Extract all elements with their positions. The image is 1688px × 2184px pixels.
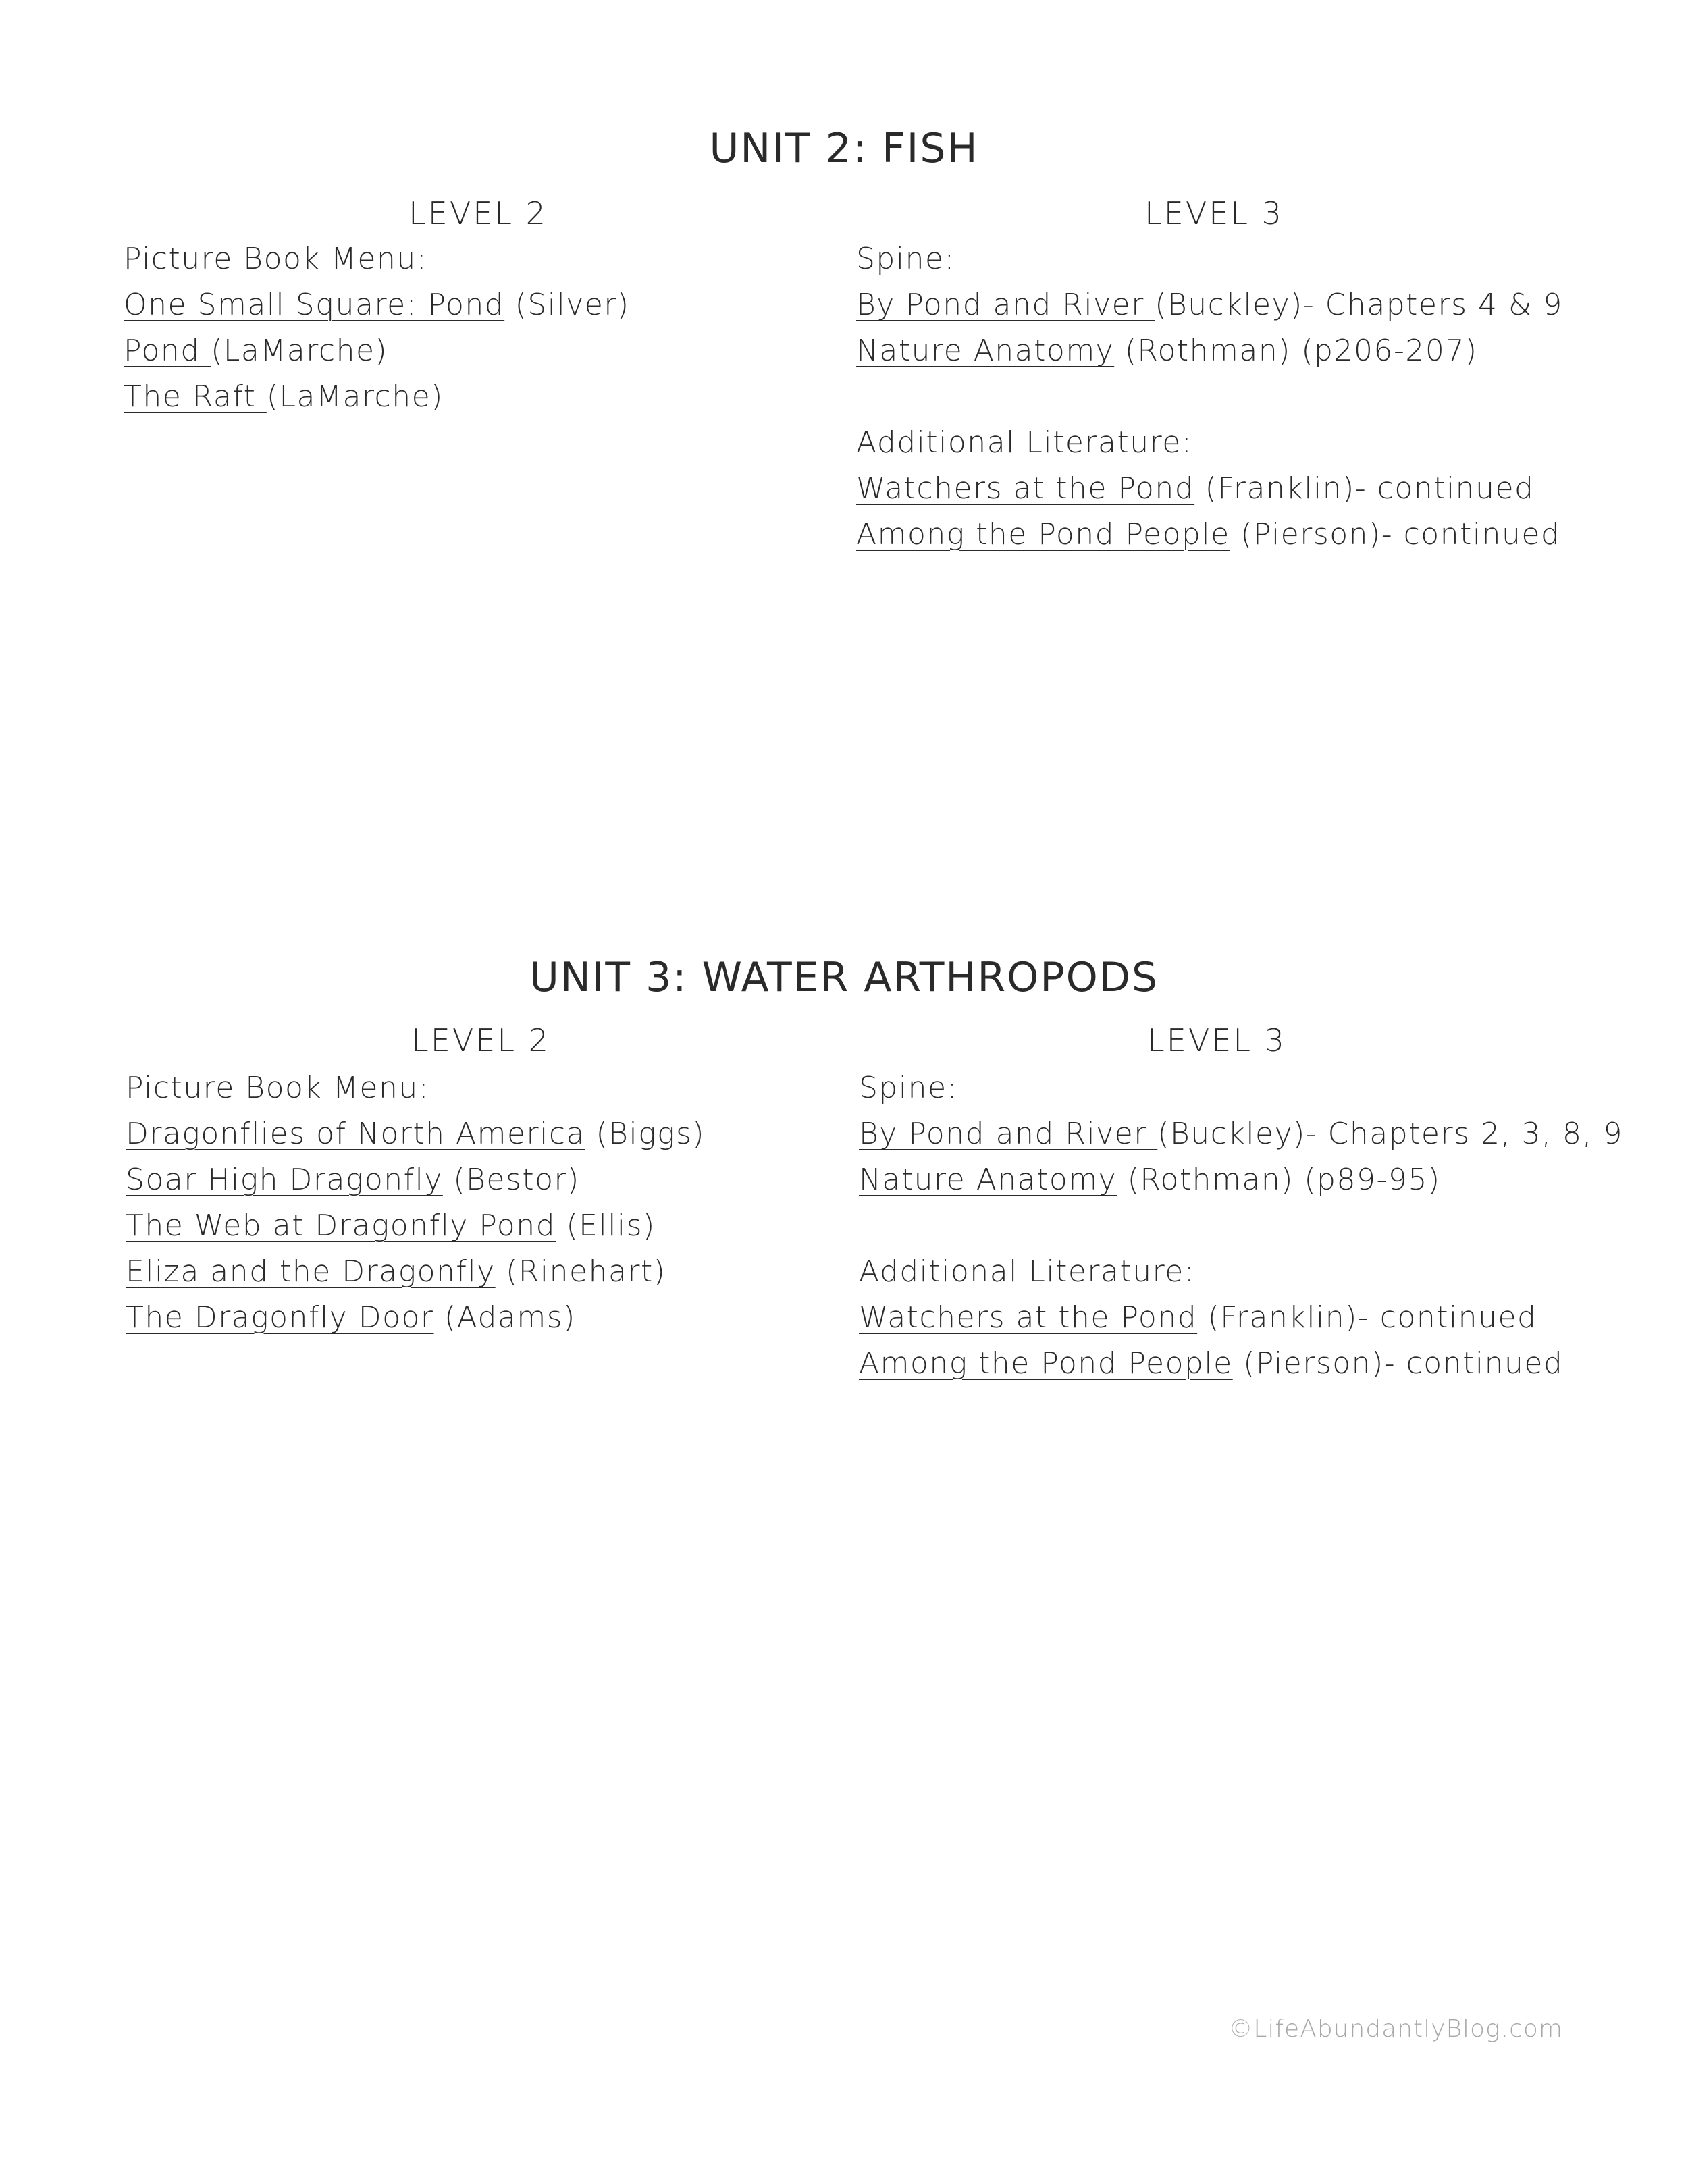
book-author: (Silver) [504,288,630,322]
unit-3-level-3-heading: LEVEL 3 [1147,1022,1286,1059]
book-title: Pond [124,334,211,368]
list-item [856,512,1561,558]
list-item [126,1157,801,1203]
book-author: (LaMarche) [266,379,444,414]
book-title: Nature Anatomy [856,334,1115,368]
book-author: (Buckley)- Chapters 2, 3, 8, 9 [1157,1117,1623,1151]
book-author: (Ellis) [556,1208,656,1243]
unit-2-level-3-column [856,236,1563,558]
book-title: By Pond and River [856,288,1155,322]
spine-label: Spine: [856,242,955,276]
book-author: (Bestor) [442,1163,580,1197]
book-title: Among the Pond People [856,517,1230,552]
list-item [859,1341,1564,1387]
spacer [856,374,1531,420]
list-item [859,1295,1537,1341]
unit-2-title: UNIT 2: FISH [709,125,979,172]
book-author: (Rothman) (p206-207) [1114,334,1478,368]
book-title: Dragonflies of North America [126,1117,586,1151]
list-item [859,1157,1534,1203]
book-author: (Pierson)- continued [1230,517,1561,552]
book-author: (Biggs) [585,1117,706,1151]
spacer [859,1203,1534,1249]
book-title: Watchers at the Pond [859,1300,1198,1335]
book-title: One Small Square: Pond [124,288,505,322]
additional-literature-label: Additional Literature: [859,1254,1196,1289]
spine-label: Spine: [859,1071,958,1105]
picture-book-menu-label: Picture Book Menu: [124,242,428,276]
list-item [124,282,799,328]
book-title: By Pond and River [859,1117,1158,1151]
book-title: The Raft [124,379,267,414]
additional-literature-label: Additional Literature: [856,425,1193,460]
picture-book-menu-label: Picture Book Menu: [126,1071,430,1105]
list-item [859,1111,1623,1157]
unit-3-level-2-column [126,1065,801,1341]
list-item [126,1203,801,1249]
unit-3-level-3-column [859,1065,1623,1387]
list-item [126,1111,801,1157]
book-title: Nature Anatomy [859,1163,1117,1197]
list-item [856,328,1531,374]
book-author: (Buckley)- Chapters 4 & 9 [1155,288,1563,322]
book-author: (Pierson)- continued [1232,1346,1564,1381]
book-author: (Franklin)- continued [1194,471,1535,506]
book-title: The Web at Dragonfly Pond [126,1208,556,1243]
copyright-footer: ©LifeAbundantlyBlog.com [1228,2015,1563,2043]
list-item [126,1295,801,1341]
unit-2-level-2-heading: LEVEL 2 [408,195,548,232]
unit-2-level-3-heading: LEVEL 3 [1144,195,1284,232]
book-author: (Rothman) (p89-95) [1117,1163,1441,1197]
list-item [856,282,1563,328]
book-author: (Adams) [433,1300,576,1335]
list-item [124,374,799,420]
list-item [856,466,1535,512]
list-item [124,328,799,374]
book-title: Among the Pond People [859,1346,1233,1381]
list-item [126,1249,801,1295]
book-author: (LaMarche) [211,334,388,368]
book-title: Eliza and the Dragonfly [126,1254,496,1289]
unit-2-level-2-column [124,236,799,420]
book-title: The Dragonfly Door [126,1300,434,1335]
unit-3-level-2-heading: LEVEL 2 [411,1022,550,1059]
book-title: Soar High Dragonfly [126,1163,443,1197]
book-author: (Franklin)- continued [1197,1300,1537,1335]
book-title: Watchers at the Pond [856,471,1195,506]
book-author: (Rinehart) [495,1254,666,1289]
unit-3-title: UNIT 3: WATER ARTHROPODS [529,954,1159,1001]
